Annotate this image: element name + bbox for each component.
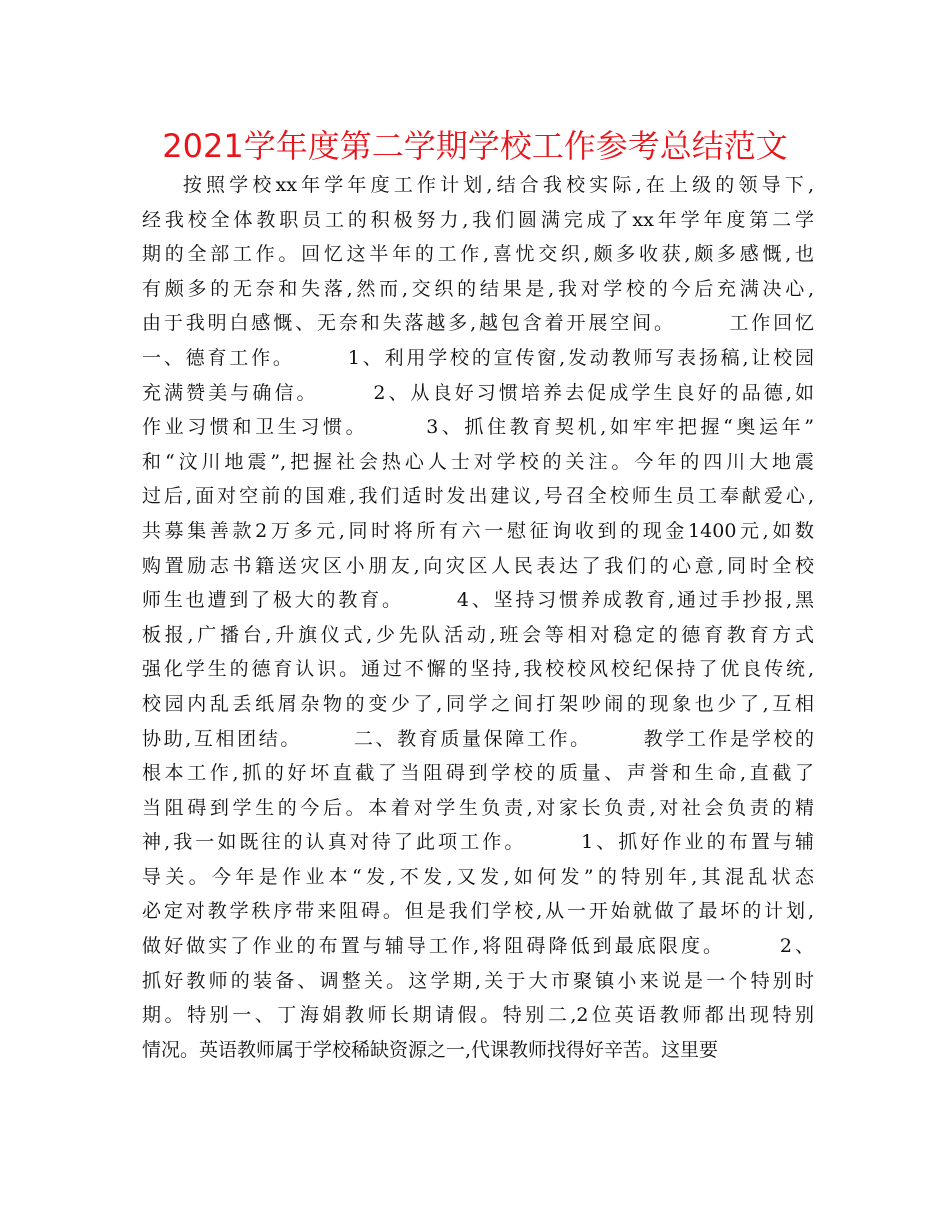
body-line: 由于我明白感慨、无奈和失落越多,越包含着开展空间。 工作回忆 bbox=[142, 312, 814, 335]
body-line: 必定对教学秩序带来阻碍。但是我们学校,从一开始就做了最坏的计划, bbox=[142, 900, 814, 923]
body-line: 共募集善款2万多元,同时将所有六一慰征询收到的现金1400元,如数 bbox=[142, 519, 814, 542]
document-title: 2021学年度第二学期学校工作参考总结范文 bbox=[162, 127, 788, 165]
body-line: 期。特别一、丁海娟教师长期请假。特别二,2位英语教师都出现特别 bbox=[142, 1004, 814, 1027]
body-line: 购置励志书籍送灾区小朋友,向灾区人民表达了我们的心意,同时全校 bbox=[142, 554, 814, 577]
body-line: 校园内乱丢纸屑杂物的变少了,同学之间打架吵闹的现象也少了,互相 bbox=[142, 692, 814, 715]
body-line: 过后,面对空前的国难,我们适时发出建议,号召全校师生员工奉献爱心, bbox=[142, 485, 814, 508]
body-line: 师生也遭到了极大的教育。 4、坚持习惯养成教育,通过手抄报,黑 bbox=[142, 589, 814, 612]
body-line: 有颇多的无奈和失落,然而,交织的结果是,我对学校的今后充满决心, bbox=[142, 277, 814, 300]
body-line: 和“汶川地震”,把握社会热心人士对学校的关注。今年的四川大地震 bbox=[142, 450, 814, 473]
body-line: 情况。英语教师属于学校稀缺资源之一,代课教师找得好辛苦。这里要 bbox=[142, 1038, 719, 1061]
body-line: 一、德育工作。 1、利用学校的宣传窗,发动教师写表扬稿,让校园 bbox=[142, 346, 814, 369]
body-line: 当阻碍到学生的今后。本着对学生负责,对家长负责,对社会负责的精 bbox=[142, 796, 814, 819]
body-line: 根本工作,抓的好坏直截了当阻碍到学校的质量、声誉和生命,直截了 bbox=[142, 762, 814, 785]
body-line: 协助,互相团结。 二、教育质量保障工作。 教学工作是学校的 bbox=[142, 727, 814, 750]
body-line: 板报,广播台,升旗仪式,少先队活动,班会等相对稳定的德育教育方式 bbox=[142, 623, 814, 646]
body-line: 作业习惯和卫生习惯。 3、抓住教育契机,如牢牢把握“奥运年” bbox=[142, 416, 814, 439]
body-line: 抓好教师的装备、调整关。这学期,关于大市聚镇小来说是一个特别时 bbox=[142, 969, 814, 992]
body-line: 经我校全体教职员工的积极努力,我们圆满完成了xx年学年度第二学 bbox=[142, 208, 814, 231]
body-line: 做好做实了作业的布置与辅导工作,将阻碍降低到最底限度。 2、 bbox=[142, 935, 814, 958]
body-line: 强化学生的德育认识。通过不懈的坚持,我校校风校纪保持了优良传统, bbox=[142, 658, 814, 681]
body-line: 充满赞美与确信。 2、从良好习惯培养去促成学生良好的品德,如 bbox=[142, 381, 814, 404]
body-line: 期的全部工作。回忆这半年的工作,喜忧交织,颇多收获,颇多感慨,也 bbox=[142, 243, 814, 266]
body-line: 按照学校xx年学年度工作计划,结合我校实际,在上级的领导下, bbox=[142, 174, 814, 196]
document-body bbox=[142, 168, 814, 1067]
body-line: 神,我一如既往的认真对待了此项工作。 1、抓好作业的布置与辅 bbox=[142, 831, 814, 854]
body-line: 导关。今年是作业本“发,不发,又发,如何发”的特别年,其混乱状态 bbox=[142, 865, 814, 888]
